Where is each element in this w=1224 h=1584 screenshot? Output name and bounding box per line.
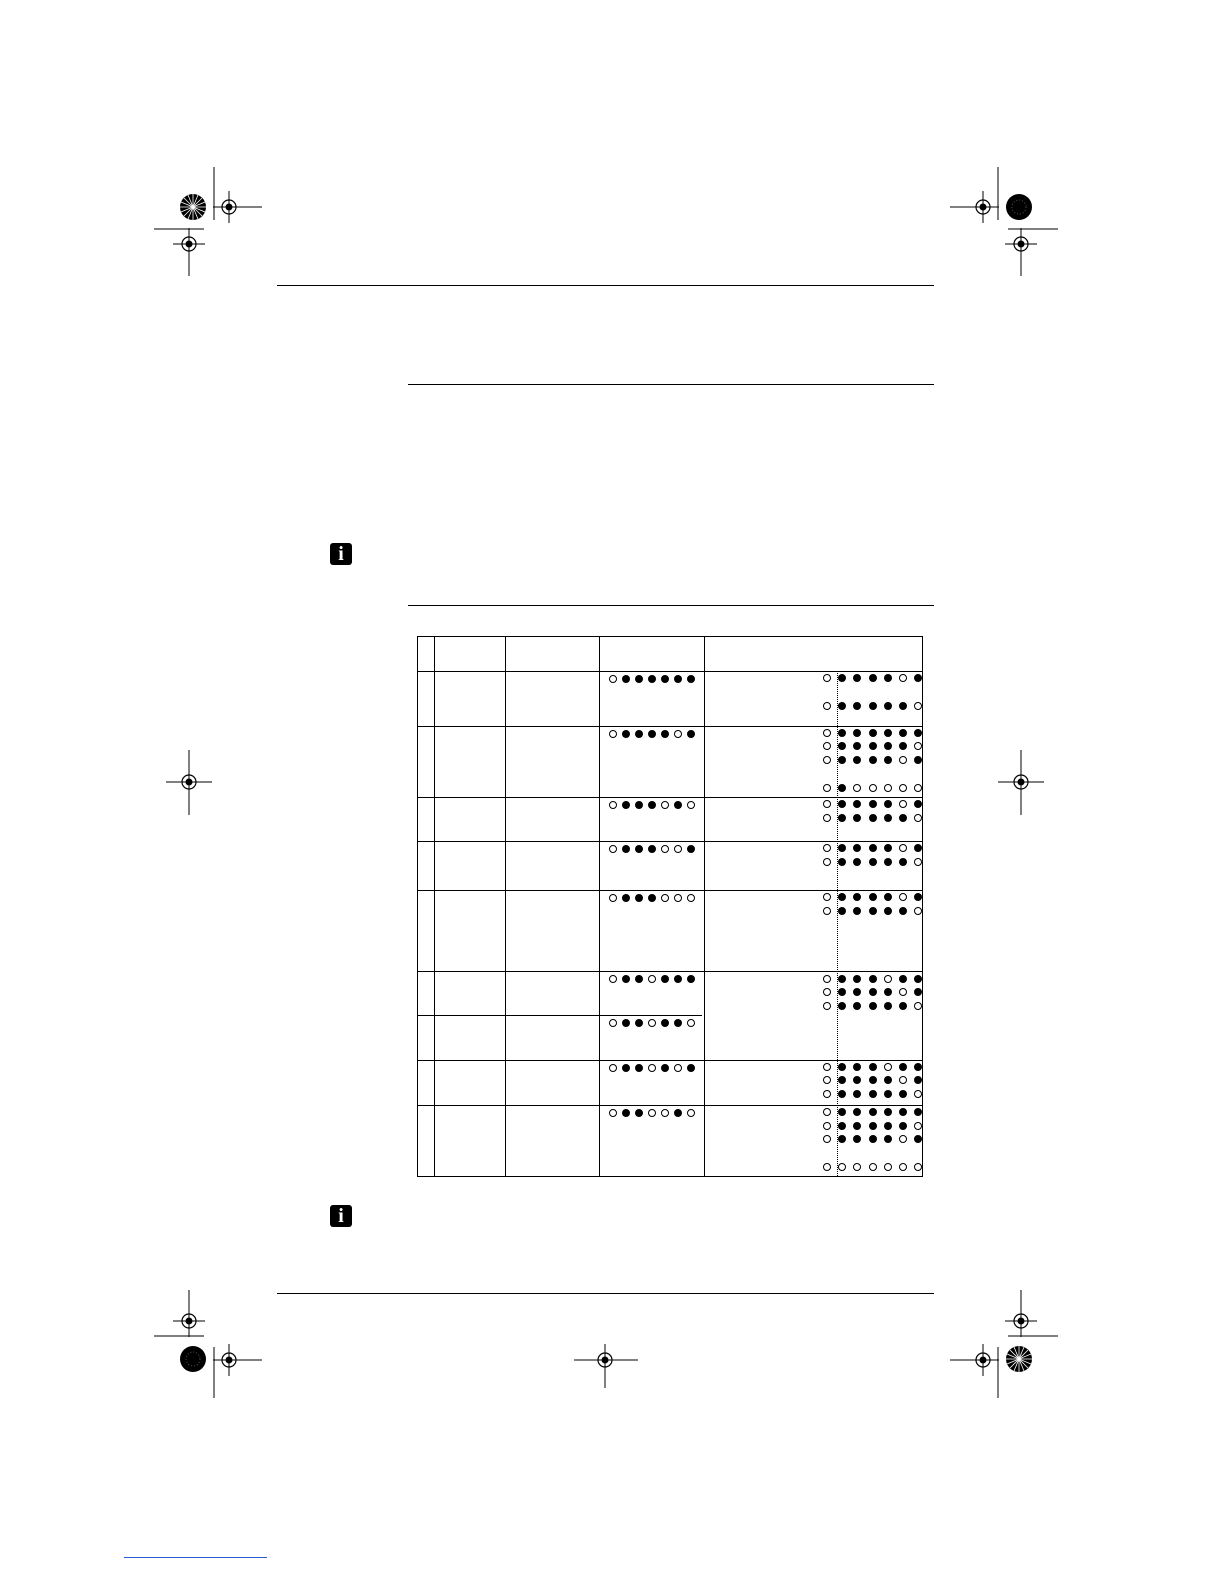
dot-filled	[838, 1076, 846, 1084]
dot-empty	[823, 1122, 831, 1130]
dot-filled	[838, 1002, 846, 1010]
dot-empty	[823, 1090, 831, 1098]
table-column-border	[704, 637, 705, 1176]
dot-empty	[823, 907, 831, 915]
dot-filled	[899, 814, 907, 822]
dot-filled	[635, 1019, 643, 1027]
dot-empty	[823, 674, 831, 682]
dot-filled	[869, 844, 877, 852]
dot-filled	[853, 1122, 861, 1130]
dot-empty	[838, 1163, 846, 1171]
dot-empty	[609, 1064, 617, 1072]
dot-empty	[823, 800, 831, 808]
dot-empty	[853, 784, 861, 792]
dot-empty	[609, 975, 617, 983]
footer-rule	[277, 1293, 934, 1294]
dot-filled	[648, 730, 656, 738]
dot-empty	[823, 988, 831, 996]
dot-empty	[674, 894, 682, 902]
dot-filled	[853, 814, 861, 822]
dot-filled	[853, 742, 861, 750]
dot-filled	[853, 975, 861, 983]
dot-empty	[674, 845, 682, 853]
dot-filled	[661, 675, 669, 683]
dot-filled	[838, 988, 846, 996]
dot-filled	[884, 988, 892, 996]
dot-filled	[869, 988, 877, 996]
dot-filled	[869, 1063, 877, 1071]
dot-filled	[674, 801, 682, 809]
dot-filled	[853, 1090, 861, 1098]
dot-empty	[869, 1163, 877, 1171]
dot-empty	[884, 1163, 892, 1171]
dot-empty	[914, 907, 922, 915]
dot-filled	[869, 907, 877, 915]
dot-empty	[823, 784, 831, 792]
dot-filled	[899, 1063, 907, 1071]
table-row-border	[418, 797, 922, 798]
dot-empty	[674, 730, 682, 738]
dot-empty	[899, 1163, 907, 1171]
dot-filled	[869, 1076, 877, 1084]
dot-filled	[884, 893, 892, 901]
dot-empty	[674, 1064, 682, 1072]
dot-empty	[914, 814, 922, 822]
dot-filled	[853, 1108, 861, 1116]
dot-filled	[838, 702, 846, 710]
dot-filled	[869, 1108, 877, 1116]
dot-filled	[648, 801, 656, 809]
dot-filled	[869, 702, 877, 710]
dot-filled	[838, 742, 846, 750]
dot-filled	[853, 674, 861, 682]
dot-filled	[914, 975, 922, 983]
dot-filled	[635, 1109, 643, 1117]
dot-filled	[899, 1122, 907, 1130]
dot-filled	[674, 675, 682, 683]
dot-filled	[853, 800, 861, 808]
dot-empty	[687, 1019, 695, 1027]
dot-empty	[823, 1076, 831, 1084]
dot-empty	[884, 975, 892, 983]
dot-filled	[899, 729, 907, 737]
dot-filled	[914, 1135, 922, 1143]
dot-empty	[899, 893, 907, 901]
dot-filled	[899, 702, 907, 710]
section-rule-middle	[408, 605, 934, 606]
dot-empty	[823, 1108, 831, 1116]
table-column-border	[434, 637, 435, 1176]
dot-empty	[823, 893, 831, 901]
dot-empty	[823, 1002, 831, 1010]
dot-empty	[914, 1122, 922, 1130]
dot-filled	[661, 1064, 669, 1072]
table-row-border	[418, 890, 922, 891]
dot-filled	[884, 858, 892, 866]
dot-filled	[869, 975, 877, 983]
dot-empty	[914, 1090, 922, 1098]
table-column-border	[505, 637, 506, 1176]
dot-filled	[869, 893, 877, 901]
dot-empty	[823, 742, 831, 750]
dot-filled	[884, 729, 892, 737]
table-row-border	[418, 671, 922, 672]
dot-filled	[914, 674, 922, 682]
dot-empty	[609, 730, 617, 738]
dot-empty	[823, 729, 831, 737]
dot-filled	[687, 975, 695, 983]
dot-filled	[622, 894, 630, 902]
dot-filled	[884, 1135, 892, 1143]
dot-filled	[853, 1063, 861, 1071]
dot-empty	[661, 1109, 669, 1117]
dot-filled	[899, 975, 907, 983]
dot-filled	[838, 907, 846, 915]
dot-filled	[914, 1076, 922, 1084]
dot-empty	[914, 1163, 922, 1171]
dot-empty	[609, 845, 617, 853]
dot-filled	[884, 1090, 892, 1098]
dot-empty	[648, 1064, 656, 1072]
dot-filled	[838, 784, 846, 792]
dot-empty	[823, 702, 831, 710]
dot-filled	[622, 1064, 630, 1072]
footer-link-underline	[124, 1557, 267, 1558]
dot-filled	[884, 1076, 892, 1084]
dot-empty	[648, 975, 656, 983]
dot-filled	[838, 1090, 846, 1098]
dot-filled	[838, 975, 846, 983]
dot-filled	[884, 1108, 892, 1116]
dot-filled	[622, 730, 630, 738]
dot-empty	[899, 1135, 907, 1143]
dot-filled	[635, 845, 643, 853]
dot-empty	[853, 1163, 861, 1171]
dot-filled	[899, 858, 907, 866]
dot-empty	[914, 858, 922, 866]
dot-filled	[687, 730, 695, 738]
dot-empty	[823, 1135, 831, 1143]
dot-filled	[899, 1090, 907, 1098]
dot-empty	[661, 801, 669, 809]
dot-filled	[838, 729, 846, 737]
dot-filled	[853, 893, 861, 901]
table-row-border	[418, 726, 922, 727]
dot-filled	[635, 801, 643, 809]
dot-empty	[899, 844, 907, 852]
dot-filled	[914, 844, 922, 852]
dot-filled	[884, 907, 892, 915]
dot-filled	[838, 893, 846, 901]
dot-empty	[884, 784, 892, 792]
dot-filled	[869, 1090, 877, 1098]
dot-filled	[914, 988, 922, 996]
dot-filled	[622, 801, 630, 809]
dot-filled	[884, 1002, 892, 1010]
table-row-border	[418, 1060, 922, 1061]
dot-empty	[823, 844, 831, 852]
dot-filled	[674, 1019, 682, 1027]
dot-empty	[609, 894, 617, 902]
dot-filled	[869, 1135, 877, 1143]
dot-filled	[853, 756, 861, 764]
dot-empty	[914, 742, 922, 750]
dot-filled	[869, 742, 877, 750]
dot-filled	[838, 674, 846, 682]
dot-filled	[914, 1108, 922, 1116]
dot-filled	[674, 975, 682, 983]
dot-filled	[853, 1076, 861, 1084]
dot-empty	[609, 1019, 617, 1027]
dot-empty	[899, 674, 907, 682]
dot-filled	[838, 1122, 846, 1130]
dot-filled	[869, 814, 877, 822]
dot-filled	[648, 894, 656, 902]
dot-empty	[899, 756, 907, 764]
dot-filled	[869, 1002, 877, 1010]
dot-empty	[899, 988, 907, 996]
dot-filled	[853, 907, 861, 915]
dot-filled	[687, 675, 695, 683]
dot-filled	[622, 675, 630, 683]
dot-filled	[661, 730, 669, 738]
dot-empty	[687, 1109, 695, 1117]
dot-empty	[823, 1063, 831, 1071]
info-icon: i	[330, 1205, 352, 1227]
dot-filled	[869, 800, 877, 808]
dot-empty	[687, 801, 695, 809]
dot-empty	[823, 858, 831, 866]
dot-filled	[884, 814, 892, 822]
dot-filled	[853, 1002, 861, 1010]
dot-empty	[914, 1002, 922, 1010]
table-row-border	[418, 1015, 702, 1016]
dot-filled	[853, 858, 861, 866]
dot-filled	[869, 729, 877, 737]
dot-empty	[661, 845, 669, 853]
dot-filled	[622, 845, 630, 853]
dot-filled	[635, 730, 643, 738]
dot-pattern-table	[417, 636, 923, 1177]
dot-filled	[914, 756, 922, 764]
dot-filled	[635, 894, 643, 902]
dot-empty	[914, 702, 922, 710]
dot-empty	[661, 894, 669, 902]
dot-filled	[622, 1109, 630, 1117]
table-column-border	[599, 637, 600, 1176]
dot-empty	[609, 801, 617, 809]
dot-filled	[853, 729, 861, 737]
dot-empty	[869, 784, 877, 792]
dot-filled	[914, 893, 922, 901]
dot-empty	[687, 894, 695, 902]
dot-empty	[914, 784, 922, 792]
dot-filled	[687, 845, 695, 853]
dot-filled	[838, 814, 846, 822]
dot-empty	[899, 784, 907, 792]
section-rule-top	[408, 384, 934, 385]
dot-filled	[884, 800, 892, 808]
dot-filled	[661, 1019, 669, 1027]
dot-empty	[823, 814, 831, 822]
dot-filled	[884, 844, 892, 852]
dot-filled	[884, 756, 892, 764]
dot-filled	[661, 975, 669, 983]
dot-filled	[648, 845, 656, 853]
dot-filled	[838, 1135, 846, 1143]
dot-filled	[838, 756, 846, 764]
dot-filled	[914, 1063, 922, 1071]
dot-empty	[899, 1076, 907, 1084]
dot-empty	[823, 756, 831, 764]
dot-filled	[635, 675, 643, 683]
dot-filled	[884, 674, 892, 682]
dot-filled	[884, 702, 892, 710]
dot-filled	[899, 742, 907, 750]
registration-mark-icon	[180, 194, 206, 220]
dot-filled	[838, 800, 846, 808]
dot-filled	[899, 1108, 907, 1116]
dot-empty	[648, 1109, 656, 1117]
dot-filled	[648, 675, 656, 683]
dot-empty	[884, 1063, 892, 1071]
dot-filled	[884, 742, 892, 750]
dot-filled	[838, 858, 846, 866]
dot-filled	[687, 1064, 695, 1072]
header-rule	[277, 285, 934, 286]
table-row-border	[418, 971, 922, 972]
dot-filled	[869, 674, 877, 682]
dot-filled	[674, 1109, 682, 1117]
dot-filled	[838, 844, 846, 852]
dot-filled	[869, 1122, 877, 1130]
dot-empty	[899, 800, 907, 808]
dot-empty	[823, 975, 831, 983]
dot-filled	[899, 907, 907, 915]
dot-filled	[914, 800, 922, 808]
dot-filled	[853, 702, 861, 710]
dot-filled	[635, 1064, 643, 1072]
dot-filled	[884, 1122, 892, 1130]
dot-empty	[648, 1019, 656, 1027]
dot-empty	[823, 1163, 831, 1171]
dot-filled	[635, 975, 643, 983]
info-icon: i	[330, 543, 352, 565]
dot-filled	[838, 1063, 846, 1071]
dot-empty	[609, 675, 617, 683]
table-row-border	[418, 841, 922, 842]
dot-filled	[853, 988, 861, 996]
dot-filled	[853, 1135, 861, 1143]
dot-empty	[609, 1109, 617, 1117]
dot-filled	[869, 858, 877, 866]
dot-filled	[838, 1108, 846, 1116]
dot-filled	[853, 844, 861, 852]
dot-filled	[914, 729, 922, 737]
table-row-border	[418, 1105, 922, 1106]
dot-filled	[622, 1019, 630, 1027]
dot-filled	[622, 975, 630, 983]
dot-filled	[869, 756, 877, 764]
dot-filled	[899, 1002, 907, 1010]
